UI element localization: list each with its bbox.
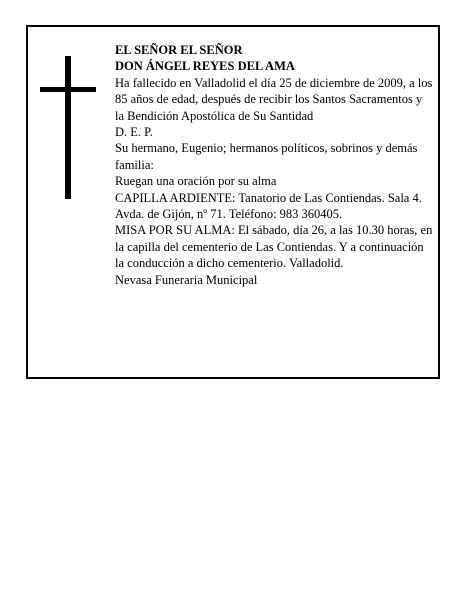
cross-vertical-bar bbox=[65, 56, 71, 199]
obituary-notice bbox=[26, 25, 440, 379]
notice-text bbox=[115, 42, 433, 288]
death-announcement: Ha fallecido en Valladolid el día 25 de diciembre de 2009, a los 85 años de edad, después de recibir los Santos Sacramentos y la Bendición Apostólica de Su Santidad bbox=[115, 75, 433, 123]
chapel-info: CAPILLA ARDIENTE: Tanatorio de Las Contiendas. Sala 4. Avda. de Gijón, nº 71. Teléfono: 983 360405. bbox=[115, 190, 422, 222]
family-line: Su hermano, Eugenio; hermanos políticos, sobrinos y demás familia: bbox=[115, 141, 418, 172]
deceased-name: DON ÁNGEL REYES DEL AMA bbox=[115, 59, 295, 74]
prayer-request: Ruegan una oración por su alma bbox=[115, 174, 277, 189]
heading-title: EL SEÑOR EL SEÑOR bbox=[115, 43, 243, 57]
funeral-home: Nevasa Funeraria Municipal bbox=[115, 272, 258, 287]
cross-icon bbox=[40, 56, 96, 199]
mass-info: MISA POR SU ALMA: El sábado, día 26, a las 10.30 horas, en la capilla del cementerio de Las Contiendas. Y a continuación la conducción a dicho cementerio. Valladolid. bbox=[115, 223, 433, 271]
rip-line: D. E. P. bbox=[115, 125, 153, 140]
cross-horizontal-bar bbox=[40, 87, 96, 92]
